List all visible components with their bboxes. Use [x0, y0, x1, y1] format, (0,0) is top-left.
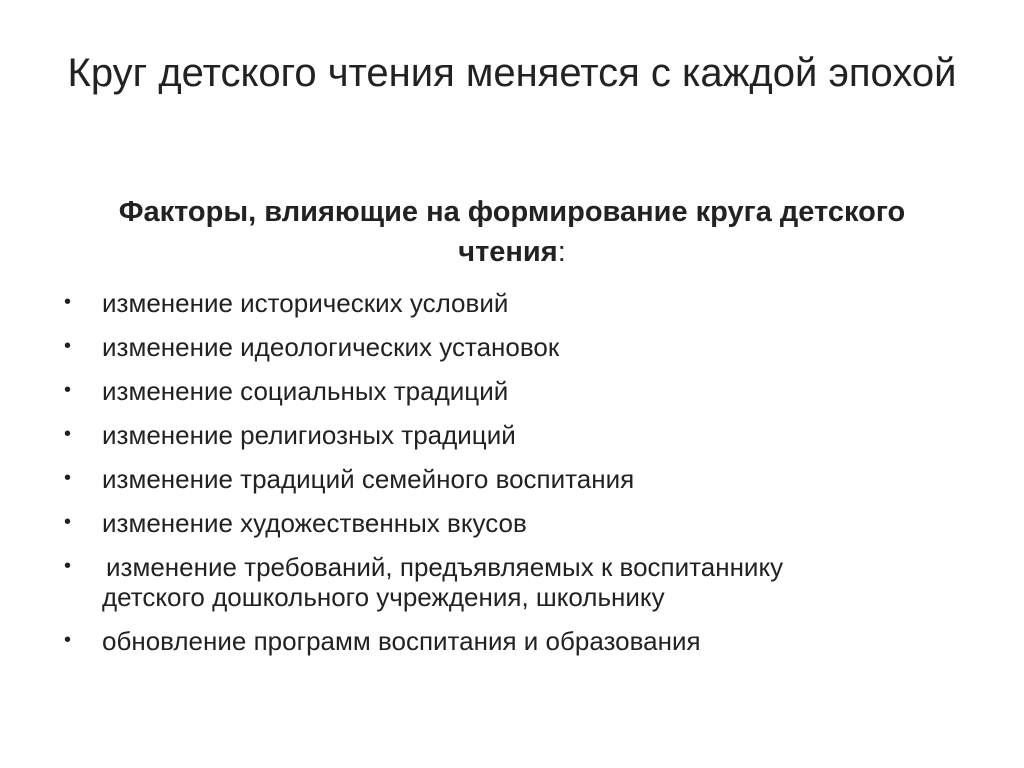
list-item: [60, 552, 960, 612]
list-item: [60, 508, 960, 538]
bullet-icon: •: [64, 555, 72, 577]
slide-title: Круг детского чтения меняется с каждой эпохой: [67, 51, 957, 95]
bullet-icon: •: [64, 291, 72, 313]
list-item: [60, 332, 960, 362]
list-item-line: изменение требований, предъявляемых к воспитаннику: [106, 552, 784, 582]
list-item-text: изменение художественных вкусов: [102, 508, 527, 538]
bullet-icon: •: [64, 379, 72, 401]
bullet-icon: •: [64, 335, 72, 357]
bullet-icon: •: [64, 629, 72, 651]
list-item-text: изменение социальных традиций: [102, 376, 509, 406]
list-item: [60, 376, 960, 406]
bullet-icon: •: [64, 467, 72, 489]
list-item-text: изменение традиций семейного воспитания: [102, 464, 635, 494]
list-item-text: обновление программ воспитания и образования: [102, 626, 701, 656]
subtitle-colon: :: [557, 236, 566, 268]
list-item: [60, 464, 960, 494]
list-item-text: [102, 552, 960, 612]
list-item-continuation: детского дошкольного учреждения, школьнику: [102, 582, 665, 612]
list-item: [60, 420, 960, 450]
list-item-text: изменение исторических условий: [102, 288, 509, 318]
bullet-icon: •: [64, 511, 72, 533]
slide-subtitle: [80, 192, 944, 272]
list-item: [60, 288, 960, 318]
list-item-text: изменение религиозных традиций: [102, 420, 516, 450]
list-item-text: изменение идеологических установок: [102, 332, 560, 362]
bullet-icon: •: [64, 423, 72, 445]
subtitle-text: Факторы, влияющие на формирование круга детского чтения: [118, 196, 906, 268]
list-item: [60, 626, 960, 656]
factors-list: [60, 288, 960, 670]
